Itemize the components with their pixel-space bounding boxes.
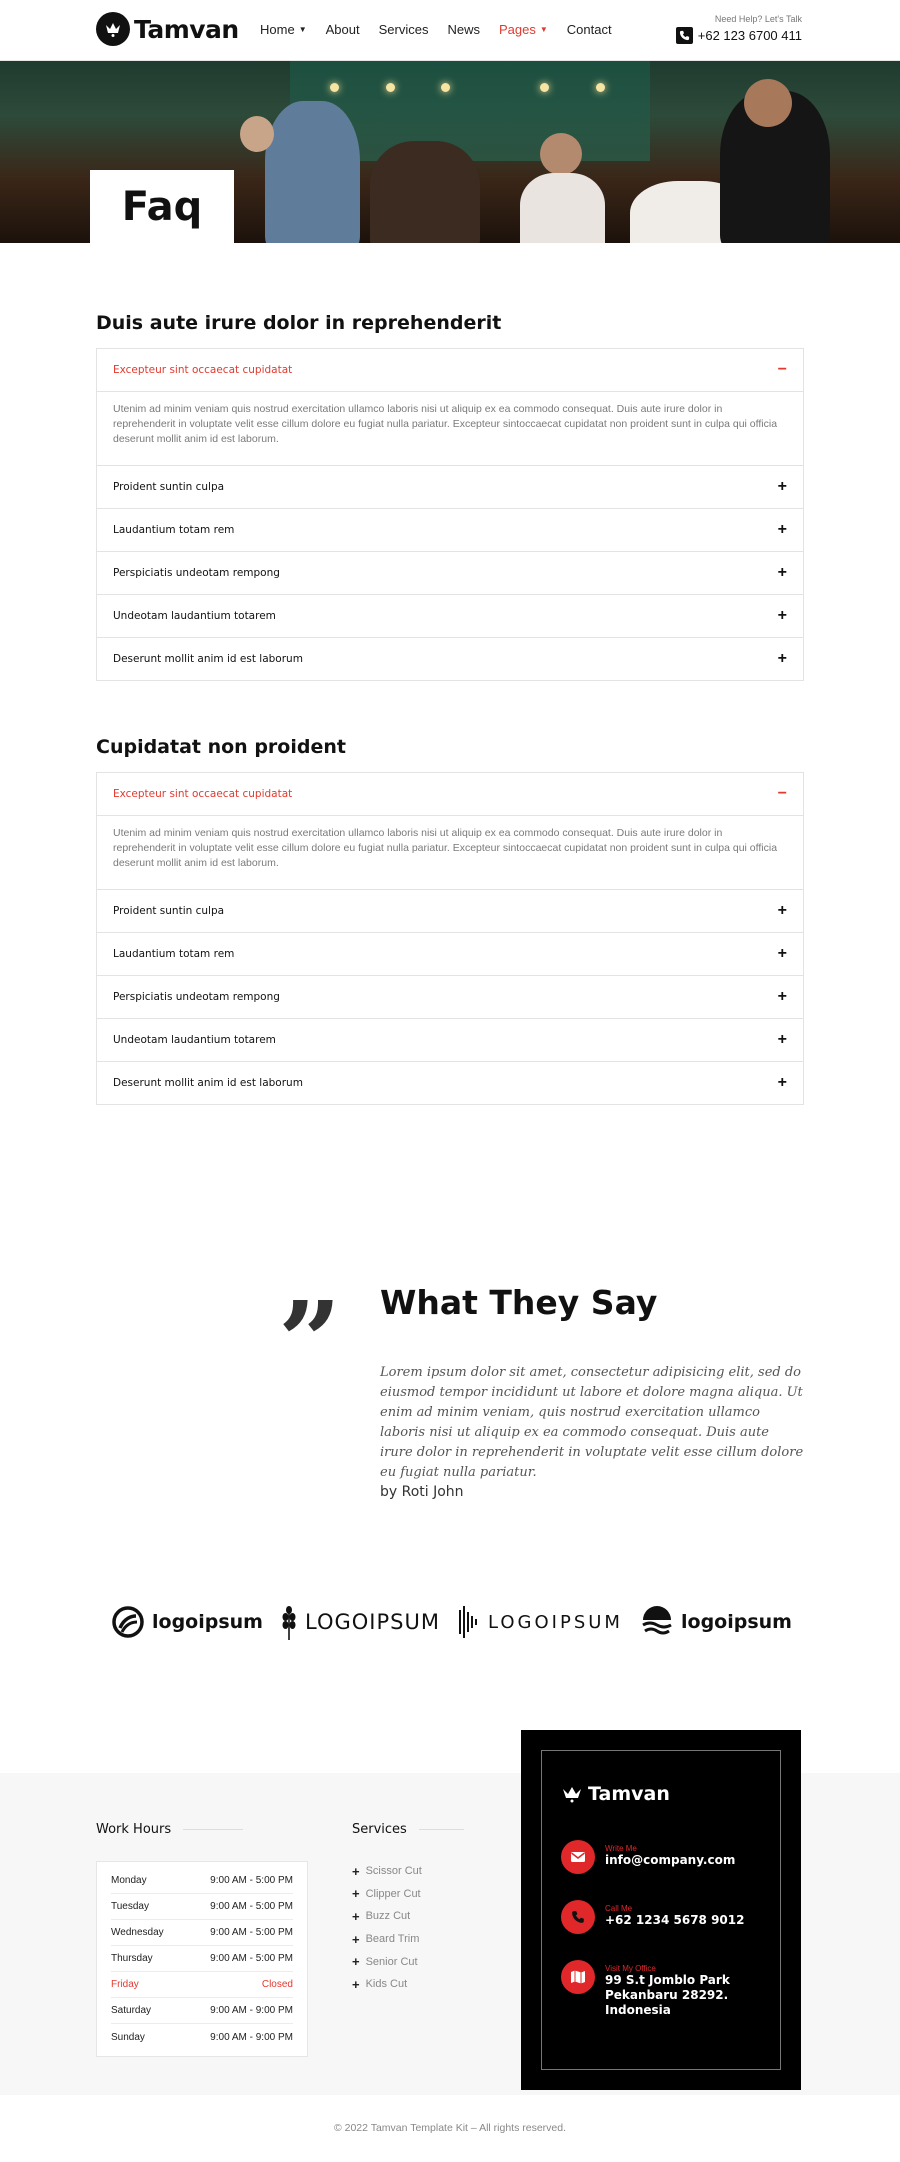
site-header	[0, 0, 900, 61]
main-nav	[260, 22, 612, 37]
envelope-icon	[561, 1840, 595, 1874]
plus-icon: +	[352, 1976, 360, 1992]
page-title-box	[90, 170, 234, 243]
plus-icon: +	[777, 1031, 787, 1048]
nav-news[interactable]: News	[447, 22, 480, 37]
plus-icon: +	[777, 478, 787, 495]
faq-item	[97, 773, 803, 890]
faq-question-toggle[interactable]	[97, 773, 803, 815]
faq-question: Undeotam laudantium totarem	[113, 1034, 276, 1046]
faq-item	[97, 349, 803, 466]
testimonial-text: Lorem ipsum dolor sit amet, consectetur adipisicing elit, sed do eiusmod tempor incididunt ut labore et dolore magna aliqua. Ut enim ad minim veniam, quis nostrud exercitation ullamco laboris nisi ut aliquip ex ea commodo consequat. Duis aute irure dolor in reprehenderit in voluptate velit esse cillum dolore eu fugiat nulla pariatur.	[380, 1365, 804, 1480]
faq-section-title: Duis aute irure dolor in reprehenderit	[96, 312, 502, 334]
service-link[interactable]: + Beard Trim	[352, 1931, 420, 1947]
nav-contact[interactable]: Contact	[566, 22, 612, 37]
faq-question-toggle[interactable]	[97, 976, 803, 1018]
hours-row: Thursday 9:00 AM - 5:00 PM	[111, 1946, 293, 1972]
testimonial-author: by Roti John	[380, 1484, 464, 1500]
faq-question: Proident suntin culpa	[113, 481, 225, 493]
hours-row: Tuesday 9:00 AM - 5:00 PM	[111, 1894, 293, 1920]
hours-row: Saturday 9:00 AM - 9:00 PM	[111, 1998, 293, 2024]
page-title: Faq	[121, 183, 203, 230]
plus-icon: +	[777, 564, 787, 581]
plus-icon: +	[777, 902, 787, 919]
faq-question-toggle[interactable]	[97, 509, 803, 551]
waves-icon	[641, 1606, 673, 1638]
faq-question: Deserunt mollit anim id est laborum	[113, 1077, 303, 1089]
partner-logo: LOGOIPSUM	[281, 1603, 440, 1641]
contact-address[interactable]: Visit My Office 99 S.t Jomblo Park Pekanbaru 28292. Indonesia	[561, 1960, 755, 2018]
faq-question: Laudantium totam rem	[113, 948, 235, 960]
faq-item	[97, 976, 803, 1019]
faq-question: Undeotam laudantium totarem	[113, 610, 276, 622]
faq-section	[96, 312, 804, 681]
plus-icon: +	[352, 1886, 360, 1902]
contact-email[interactable]: Write Me info@company.com	[561, 1840, 735, 1874]
plus-icon: +	[777, 1074, 787, 1091]
nav-services[interactable]: Services	[378, 22, 429, 37]
hours-row: Sunday 9:00 AM - 9:00 PM	[111, 2031, 293, 2043]
barber-logo-icon	[561, 1785, 583, 1803]
services-list	[352, 1860, 422, 1996]
soundwave-icon	[458, 1606, 480, 1638]
plus-icon: +	[777, 521, 787, 538]
nav-home[interactable]: Home ▼	[260, 22, 307, 37]
hours-row: Friday Closed	[111, 1972, 293, 1998]
faq-item	[97, 933, 803, 976]
hours-row: Monday 9:00 AM - 5:00 PM	[111, 1868, 293, 1894]
faq-question-toggle[interactable]	[97, 1019, 803, 1061]
plus-icon: +	[352, 1863, 360, 1879]
help-phone-link[interactable]	[676, 27, 802, 44]
help-label: Need Help? Let's Talk	[714, 14, 802, 24]
brand-name: Tamvan	[134, 14, 239, 44]
faq-item	[97, 890, 803, 933]
phone-icon	[676, 27, 693, 44]
map-icon	[561, 1960, 595, 1994]
card-brand-logo[interactable]	[561, 1783, 670, 1805]
wheat-icon	[281, 1603, 297, 1641]
faq-question: Proident suntin culpa	[113, 905, 225, 917]
service-link[interactable]: + Clipper Cut	[352, 1886, 421, 1902]
faq-question-toggle[interactable]	[97, 595, 803, 637]
phone-icon	[561, 1900, 595, 1934]
work-hours-table	[96, 1861, 308, 2057]
brand-logo[interactable]	[96, 12, 239, 46]
faq-question: Laudantium totam rem	[113, 524, 235, 536]
faq-question-toggle[interactable]	[97, 349, 803, 391]
faq-question: Perspiciatis undeotam rempong	[113, 567, 280, 579]
faq-item	[97, 1019, 803, 1062]
faq-item	[97, 509, 803, 552]
chevron-down-icon: ▼	[298, 25, 307, 34]
faq-answer: Utenim ad minim veniam quis nostrud exercitation ullamco laboris nisi ut aliquip ex ea commodo consequat. Duis aute irure dolor in reprehenderit in voluptate velit esse cillum dolore eu fugiat nulla pariatur. Excepteur sintoccaecat cupidatat non proident sunt in culpa qui officia deserunt mollit anim id est laborum.	[97, 815, 803, 889]
faq-accordion	[96, 772, 804, 1105]
service-link[interactable]: + Scissor Cut	[352, 1863, 422, 1879]
faq-item	[97, 595, 803, 638]
faq-section-title: Cupidatat non proident	[96, 736, 346, 758]
partner-logo: logoipsum	[112, 1606, 263, 1638]
faq-question-toggle[interactable]	[97, 552, 803, 594]
service-link[interactable]: + Buzz Cut	[352, 1908, 411, 1924]
minus-icon: −	[777, 785, 787, 802]
contact-card	[521, 1730, 801, 2090]
circle-swoosh-icon	[112, 1606, 144, 1638]
quote-icon: ”	[278, 1277, 342, 1406]
plus-icon: +	[352, 1908, 360, 1924]
work-hours-heading: Work Hours	[96, 1822, 243, 1837]
help-phone: +62 123 6700 411	[697, 28, 802, 43]
faq-answer: Utenim ad minim veniam quis nostrud exercitation ullamco laboris nisi ut aliquip ex ea commodo consequat. Duis aute irure dolor in reprehenderit in voluptate velit esse cillum dolore eu fugiat nulla pariatur. Excepteur sintoccaecat cupidatat non proident sunt in culpa qui officia deserunt mollit anim id est laborum.	[97, 391, 803, 465]
plus-icon: +	[777, 650, 787, 667]
faq-question-toggle[interactable]	[97, 933, 803, 975]
faq-section	[96, 736, 804, 1105]
partner-logo: LOGOIPSUM	[458, 1606, 623, 1638]
faq-question: Excepteur sint occaecat cupidatat	[113, 788, 293, 800]
service-link[interactable]: + Kids Cut	[352, 1976, 408, 1992]
plus-icon: +	[777, 607, 787, 624]
faq-question: Excepteur sint occaecat cupidatat	[113, 364, 293, 376]
nav-about[interactable]: About	[325, 22, 360, 37]
chevron-down-icon: ▼	[539, 25, 548, 34]
card-brand-name: Tamvan	[588, 1783, 670, 1805]
header-help	[676, 14, 802, 44]
plus-icon: +	[777, 945, 787, 962]
testimonial-title: What They Say	[380, 1283, 658, 1322]
faq-question-toggle[interactable]	[97, 638, 803, 680]
faq-question-toggle[interactable]	[97, 1062, 803, 1104]
plus-icon: +	[352, 1931, 360, 1947]
faq-question: Perspiciatis undeotam rempong	[113, 991, 280, 1003]
barber-logo-icon	[96, 12, 130, 46]
partner-logos	[112, 1603, 792, 1641]
faq-accordion	[96, 348, 804, 681]
faq-question-toggle[interactable]	[97, 890, 803, 932]
hours-row: Wednesday 9:00 AM - 5:00 PM	[111, 1920, 293, 1946]
partner-logo: logoipsum	[641, 1606, 792, 1638]
faq-item	[97, 466, 803, 509]
faq-item	[97, 1062, 803, 1104]
contact-phone[interactable]: Call Me +62 1234 5678 9012	[561, 1900, 744, 1934]
plus-icon: +	[352, 1954, 360, 1970]
nav-pages[interactable]: Pages ▼	[498, 22, 548, 37]
faq-question-toggle[interactable]	[97, 466, 803, 508]
services-heading: Services	[352, 1822, 464, 1837]
copyright: © 2022 Tamvan Template Kit – All rights reserved.	[333, 2122, 567, 2134]
faq-item	[97, 638, 803, 680]
faq-question: Deserunt mollit anim id est laborum	[113, 653, 303, 665]
plus-icon: +	[777, 988, 787, 1005]
minus-icon: −	[777, 361, 787, 378]
faq-item	[97, 552, 803, 595]
service-link[interactable]: + Senior Cut	[352, 1954, 418, 1970]
